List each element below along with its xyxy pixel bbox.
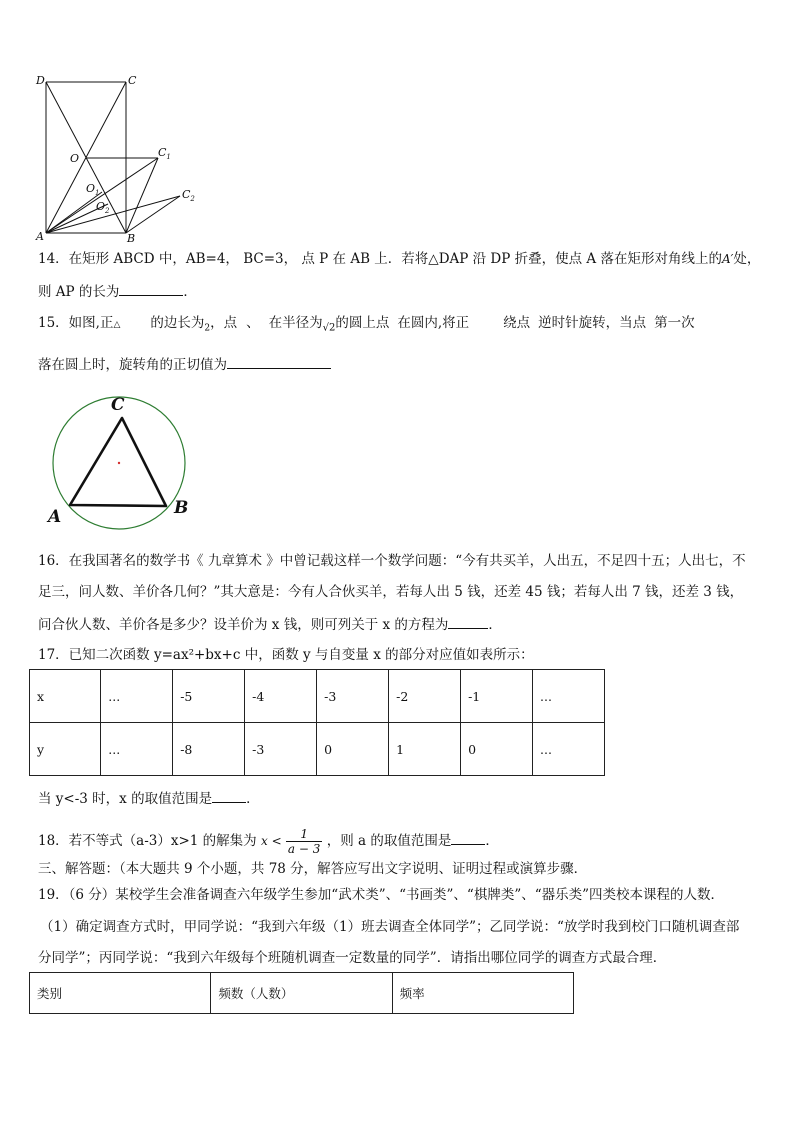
fraction: $\frac{1}{a - 3}$ [287, 827, 321, 856]
triangle-in-circle-figure [40, 390, 200, 530]
answer-blank[interactable] [212, 788, 246, 803]
q14-line1: 14．在矩形 ABCD 中，AB=4， BC=3， 点 P 在 AB 上．若将△DAP 沿 DP 折叠，使点 A 落在矩形对角线上的A′处， [38, 251, 761, 267]
label-A: A [36, 230, 44, 243]
q16-line2: 足三，问人数、羊价各几何？”其大意是：今有人合伙买羊，若每人出 5 钱，还差 45 钱；若每人出 7 钱，还差 3 钱， [38, 584, 744, 600]
frequency-table [29, 972, 574, 1014]
q19-line2: （1）确定调查方式时，甲同学说：“我到六年级（1）班去调查全体同学”；乙同学说：“放学时我到校门口随机调查部 [40, 919, 740, 935]
label-A: A [48, 507, 62, 527]
q15-line2: 落在圆上时，旋转角的正切值为 [38, 354, 331, 374]
table-header-row: 类别 频数（人数） 频率 [30, 973, 574, 1014]
label-C1: $C_1$ [158, 146, 171, 161]
label-O1: $O_1$ [86, 182, 100, 197]
label-C: C [128, 74, 137, 87]
q19-line1: 19．（6 分）某校学生会准备调查六年级学生参加“武术类”、“书画类”、“棋牌类”、“器乐类”四类校本课程的人数． [38, 887, 725, 903]
label-B: B [127, 232, 136, 245]
answer-blank[interactable] [448, 614, 488, 629]
table-row: y ... -8 -3 0 1 0 ... [30, 723, 605, 776]
answer-blank[interactable] [119, 281, 183, 296]
answer-blank[interactable] [451, 830, 485, 845]
q16-line3: 问合伙人数、羊价各是多少？设羊价为 x 钱，则可列关于 x 的方程为 ． [38, 614, 502, 634]
answer-blank[interactable] [227, 354, 331, 369]
q17-intro: 17．已知二次函数 y=ax²+bx+c 中，函数 y 与自变量 x 的部分对应值如表所示： [38, 647, 534, 663]
q16-line1: 16．在我国著名的数学书《 九章算术 》中曾记载这样一个数学问题：“今有共买羊，人出五，不足四十五；人出七，不 [38, 553, 746, 569]
label-B: B [174, 498, 189, 518]
label-D: D [36, 74, 45, 87]
q15-line1: 15．如图,正△ 的边长为$_2$，点 、 在半径为$_{√2}$的圆上点 在圆内,将正 绕点 逆时针旋转，当点 第一次 [38, 315, 695, 334]
value-table [29, 669, 605, 776]
table-row: x ... -5 -4 -3 -2 -1 ... [30, 670, 605, 723]
q14-line2: 则 AP 的长为 ． [38, 281, 197, 301]
q18-line: 18．若不等式（a-3）x>1 的解集为 x < $\frac{1}{a - 3}$ ，则 a 的取值范围是 ． [38, 827, 499, 856]
rectangle-fold-figure [30, 70, 205, 245]
label-O2: $O_2$ [96, 200, 110, 215]
section-heading: 三、解答题：（本大题共 9 个小题，共 78 分，解答应写出文字说明、证明过程或演算步骤． [38, 861, 588, 877]
q19-line3: 分同学”；丙同学说：“我到六年级每个班随机调查一定数量的同学”．请指出哪位同学的调查方式最合理． [38, 950, 667, 966]
label-C: C [111, 395, 125, 415]
q17-question: 当 y<-3 时，x 的取值范围是 ． [38, 788, 260, 808]
label-O: O [70, 152, 80, 165]
label-C2: $C_2$ [182, 188, 195, 203]
